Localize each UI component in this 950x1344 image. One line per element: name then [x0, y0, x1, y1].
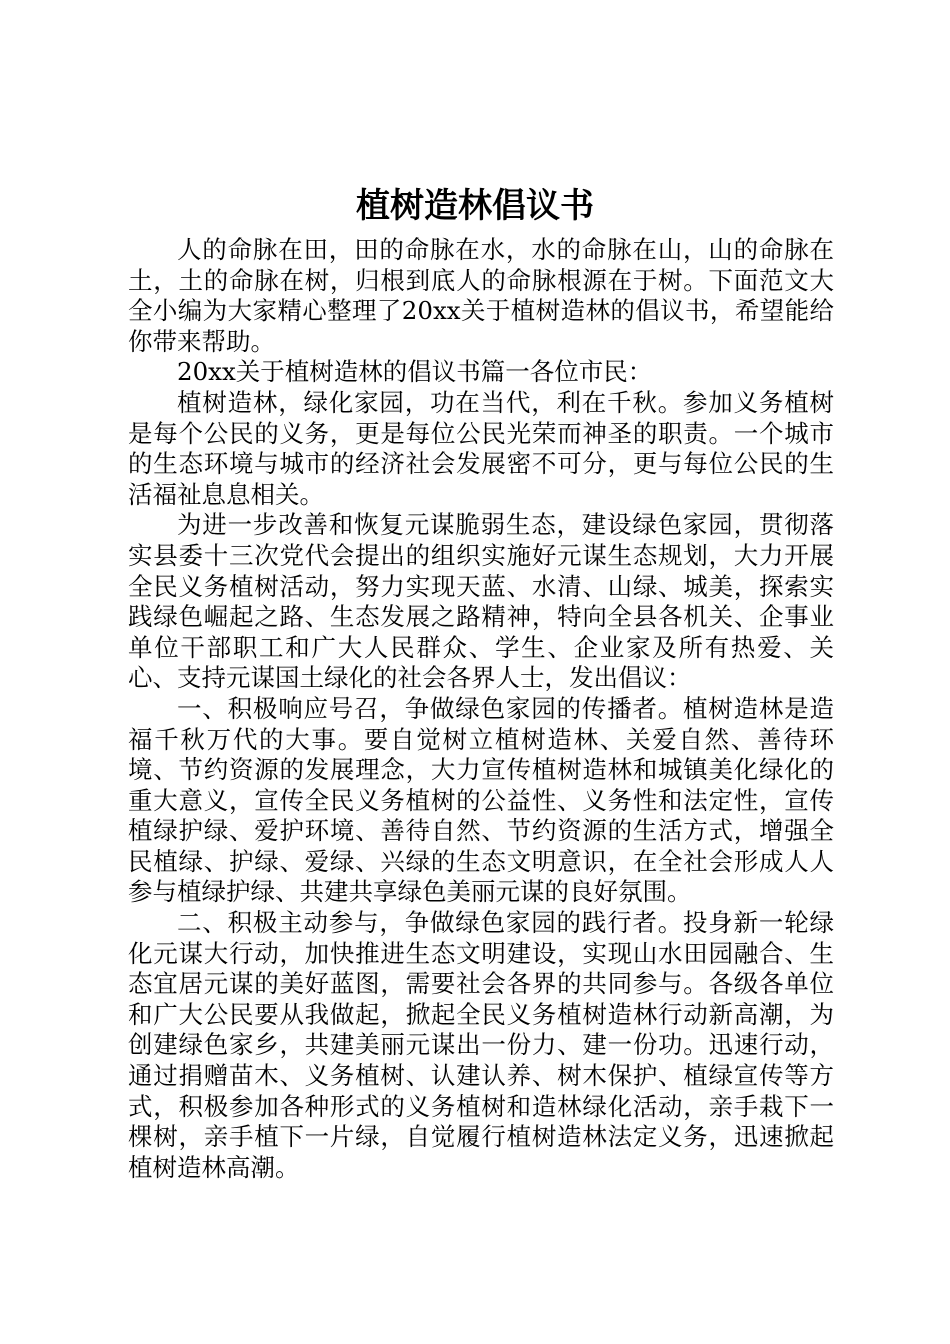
paragraph-intro: 人的命脉在田，田的命脉在水，水的命脉在山，山的命脉在土，土的命脉在树，归根到底人的命脉根源在于树。下面范文大全小编为大家精心整理了20xx关于植树造林的倡议书，希望能给你带来帮助。	[128, 235, 834, 356]
document-body	[128, 235, 834, 1183]
paragraph-heading: 20xx关于植树造林的倡议书篇一各位市民：	[177, 357, 653, 387]
paragraph-3: 一、积极响应号召，争做绿色家园的传播者。植树造林是造福千秋万代的大事。要自觉树立植树造林、关爱自然、善待环境、节约资源的发展理念，大力宣传植树造林和城镇美化绿化的重大意义，宣传全民义务植树的公益性、义务性和法定性，宣传植绿护绿、爱护环境、善待自然、节约资源的生活方式，增强全民植绿、护绿、爱绿、兴绿的生态文明意识，在全社会形成人人参与植绿护绿、共建共享绿色美丽元谋的良好氛围。	[128, 693, 834, 907]
paragraph-1: 植树造林，绿化家园，功在当代，利在千秋。参加义务植树是每个公民的义务，更是每位公民光荣而神圣的职责。一个城市的生态环境与城市的经济社会发展密不可分，更与每位公民的生活福祉息息相关。	[128, 387, 834, 509]
document-title: 植树造林倡议书	[356, 186, 594, 226]
paragraph-4: 二、积极主动参与，争做绿色家园的践行者。投身新一轮绿化元谋大行动，加快推进生态文明建设，实现山水田园融合、生态宜居元谋的美好蓝图，需要社会各界的共同参与。各级各单位和广大公民要从我做起，掀起全民义务植树造林行动新高潮，为创建绿色家乡，共建美丽元谋出一份力、建一份功。迅速行动，通过捐赠苗木、义务植树、认建认养、树木保护、植绿宣传等方式，积极参加各种形式的义务植树和造林绿化活动，亲手栽下一棵树，亲手植下一片绿，自觉履行植树造林法定义务，迅速掀起植树造林高潮。	[128, 908, 834, 1182]
paragraph-2: 为进一步改善和恢复元谋脆弱生态，建设绿色家园，贯彻落实县委十三次党代会提出的组织实施好元谋生态规划，大力开展全民义务植树活动，努力实现天蓝、水清、山绿、城美，探索实践绿色崛起之路、生态发展之路精神，特向全县各机关、企事业单位干部职工和广大人民群众、学生、企业家及所有热爱、关心、支持元谋国土绿化的社会各界人士，发出倡议：	[128, 510, 834, 693]
